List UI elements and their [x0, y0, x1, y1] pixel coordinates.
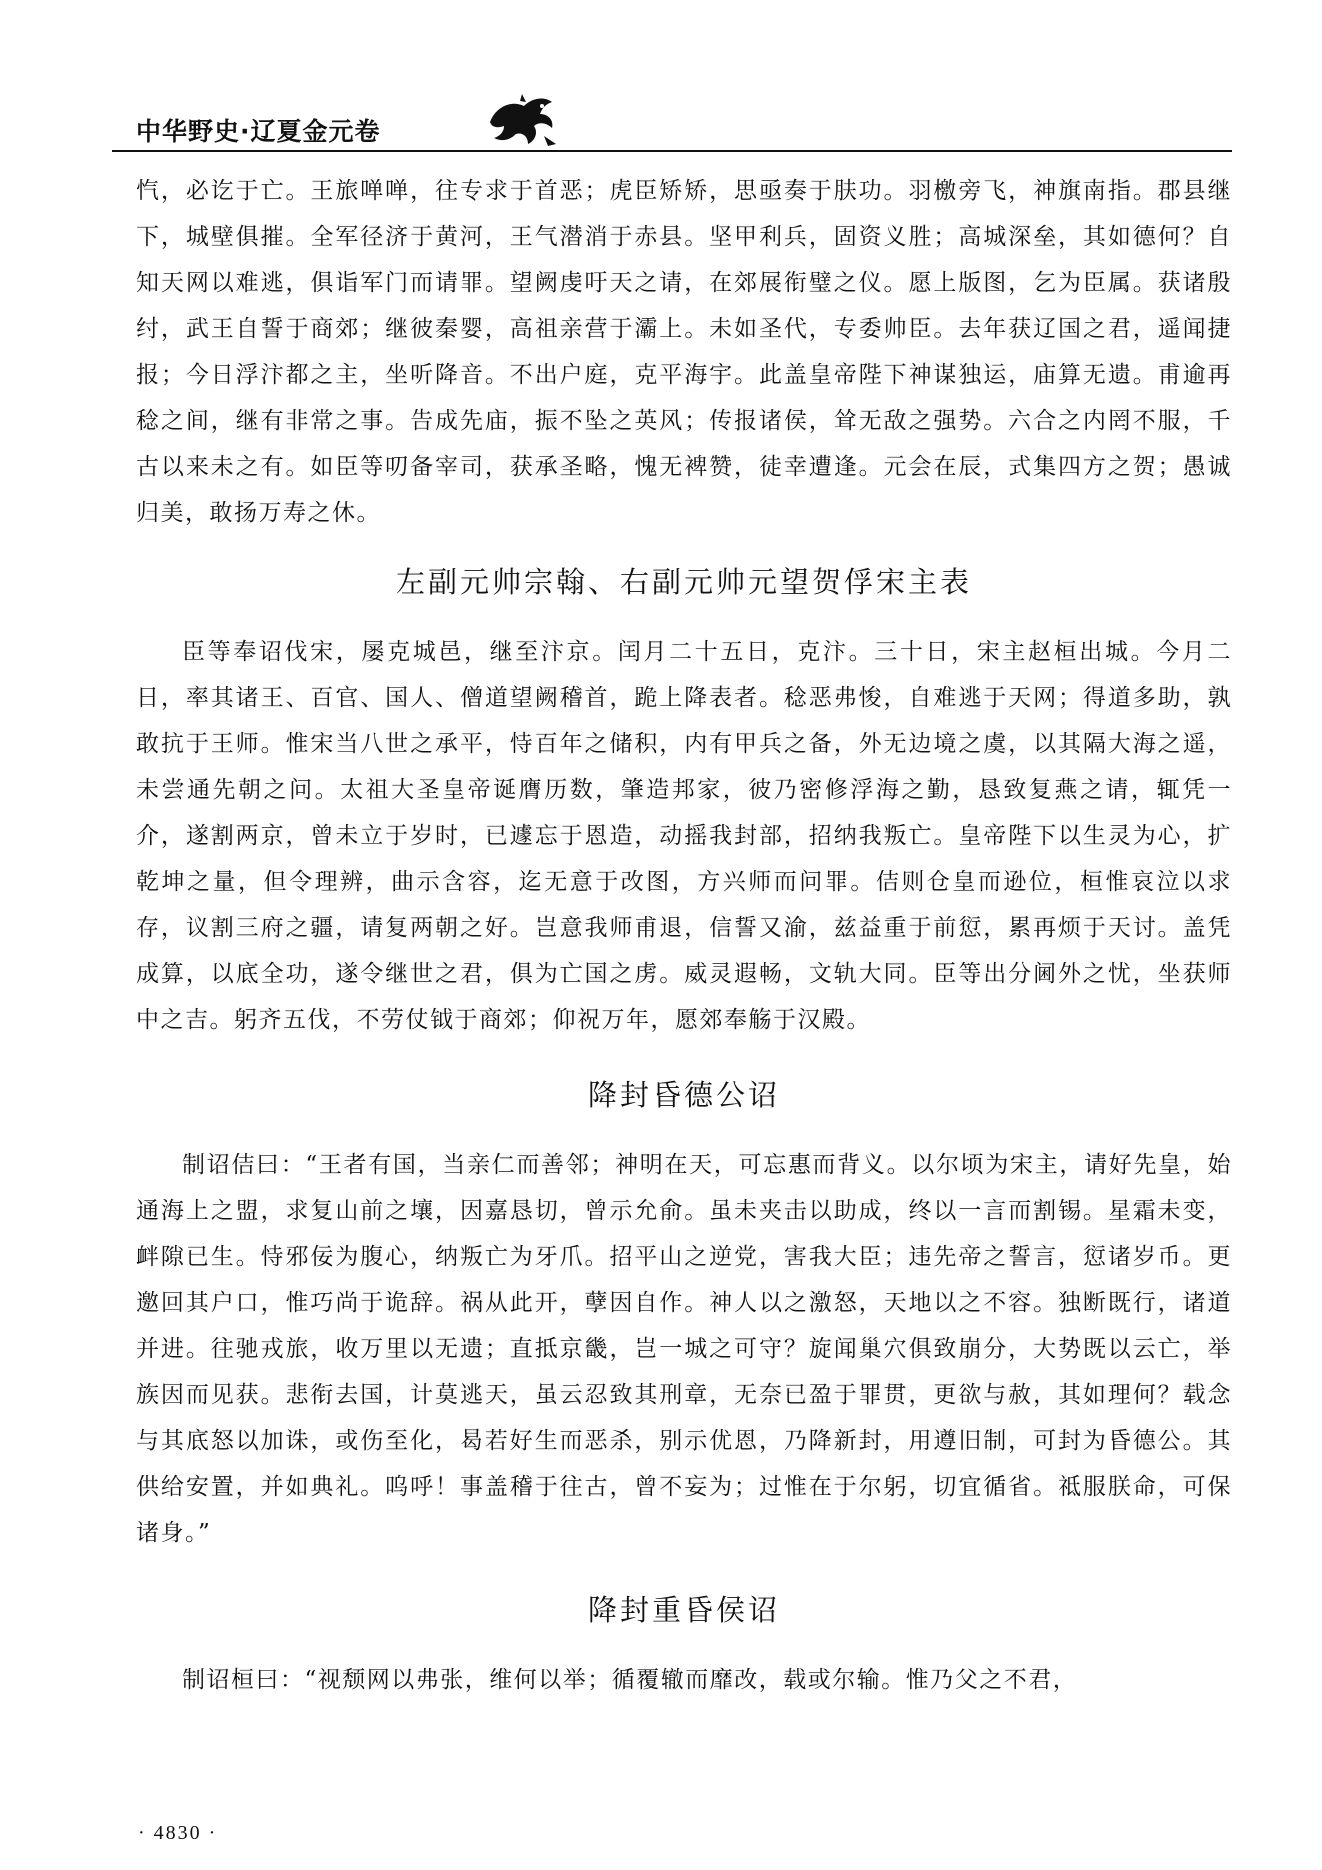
section-title: 左副元帅宗翰、右副元帅元望贺俘宋主表 — [395, 565, 972, 599]
section-paragraph: 制诏桓曰：“视颓网以弗张，维何以举；循覆辙而靡改，载或尔输。惟乃父之不君， — [182, 1667, 1078, 1693]
page-body — [136, 168, 1232, 1703]
section-title: 降封重昏侯诏 — [587, 1593, 780, 1627]
page-number: · 4830 · — [138, 1822, 218, 1844]
section-paragraph: 制诏佶曰：“王者有国，当亲仁而善邻；神明在天，可忘惠而背义。以尔顷为宋主，请好先皇，始通海上之盟，求复山前之壤，因嘉恳切，曾示允俞。虽未夹击以助成，终以一言而割锡。星霜未变，衅隙已生。恃邪佞为腹心，纳叛亡为牙爪。招平山之逆党，害我大臣；违先帝之誓言，愆诸岁币。更邀回其户口，惟巧尚于诡辞。祸从此开，孽因自作。神人以之激怒，天地以之不容。独断既行，诸道并进。往驰戎旅，收万里以无遗；直抵京畿，岂一城之可守？旋闻巢穴俱致崩分，大势既以云亡，举族因而见获。悲衔去国，计莫逃天，虽云忍致其刑章，无奈已盈于罪贯，更欲与赦，其如理何？载念与其底怒以加诛，或伤至化，曷若好生而恶杀，别示优恩，乃降新封，用遵旧制，可封为昏德公。其供给安置，并如典礼。呜呼！事盖稽于往古，曾不妄为；过惟在于尔躬，切宜循省。祗服朕命，可保诸身。” — [136, 1152, 1232, 1546]
running-header-title: 中华野史·辽夏金元卷 — [136, 117, 381, 146]
dragon-emblem-icon — [482, 92, 562, 148]
continued-paragraph: 忾，必讫于亡。王旅啴啴，往专求于首恶；虎臣矫矫，思亟奏于肤功。羽檄旁飞，神旗南指。郡县继下，城壁俱摧。全军径济于黄河，王气潜消于赤县。坚甲利兵，固资义胜；高城深垒，其如德何？自知天网以难逃，俱诣军门而请罪。望阙虔吁天之请，在郊展衔璧之仪。愿上版图，乞为臣属。获诸殷纣，武王自誓于商郊；继彼秦婴，高祖亲营于灞上。未如圣代，专委帅臣。去年获辽国之君，遥闻捷报；今日浮汴都之主，坐听降音。不出户庭，克平海宇。此盖皇帝陛下神谋独运，庙算无遗。甫逾再稔之间，继有非常之事。告成先庙，振不坠之英风；传报诸侯，耸无敌之强势。六合之内罔不服，千古以来未之有。如臣等叨备宰司，获承圣略，愧无裨赞，徒幸遭逢。元会在辰，式集四方之贺；愚诚归美，敢扬万寿之休。 — [136, 178, 1232, 526]
section-title: 降封昏德公诏 — [587, 1078, 780, 1112]
running-header — [112, 92, 1232, 152]
header-rule — [112, 150, 1232, 152]
section-paragraph: 臣等奉诏伐宋，屡克城邑，继至汴京。闰月二十五日，克汴。三十日，宋主赵桓出城。今月二日，率其诸王、百官、国人、僧道望阙稽首，跪上降表者。稔恶弗悛，自难逃于天网；得道多助，孰敢抗于王师。惟宋当八世之承平，恃百年之储积，内有甲兵之备，外无边境之虞，以其隔大海之遥，未尝通先朝之问。太祖大圣皇帝诞膺历数，肇造邦家，彼乃密修浮海之勤，恳致复燕之请，辄凭一介，遂割两京，曾未立于岁时，已遽忘于恩造，动摇我封部，招纳我叛亡。皇帝陛下以生灵为心，扩乾坤之量，但令理辨，曲示含容，迄无意于改图，方兴师而问罪。佶则仓皇而逊位，桓惟哀泣以求存，议割三府之疆，请复两朝之好。岂意我师甫退，信誓又渝，兹益重于前愆，累再烦于天讨。盖凭成算，以底全功，遂令继世之君，俱为亡国之虏。威灵遐畅，文轨大同。臣等出分阃外之忧，坐获师中之吉。躬齐五伐，不劳仗钺于商郊；仰祝万年，愿郊奉觞于汉殿。 — [136, 639, 1232, 1033]
